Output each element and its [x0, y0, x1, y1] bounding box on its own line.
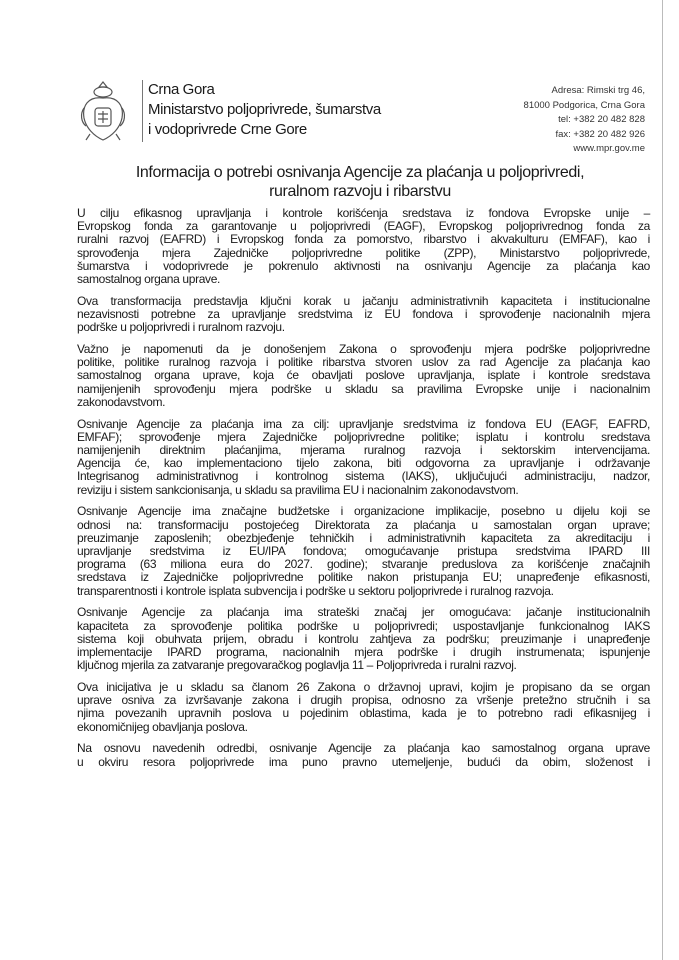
title-line: Informacija o potrebi osnivanja Agencije za plaćanja u poljoprivredi, [135, 164, 585, 181]
website-link[interactable]: www.mpr.gov.me [573, 143, 645, 154]
header-divider [142, 80, 143, 142]
text-line: samostalnog organa uprave, koja će obavljati poslove upravljanja, isplate i kontrole sredstava [77, 368, 650, 383]
text-line: Evropskog fonda za garantovanje u poljoprivredi (EAGF), Evropskog poljoprivrednog fonda za [77, 219, 650, 234]
paragraph [77, 295, 650, 335]
text-line: EMFAF); sprovođenje mjera Zajedničke poljoprivredne politike; isplatu i kontrolu sredstava [77, 429, 650, 444]
text-line: nezavisnosti potrebne za upravljanje sredstvima iz EU fondova i sprovođenje nacionalnih mjera [77, 307, 650, 322]
ministry-line-2: i vodoprivrede Crne Gore [148, 121, 307, 138]
paragraph [77, 742, 650, 768]
text-line: sprovođenja mjera Zajedničke poljoprivredne politike (ZPP), Ministarstvo poljoprivrede, [77, 245, 650, 260]
text-line: implementacije IPARD programa, nacionalnih mjera podrške i drugih instrumenata; ispunjenje [77, 645, 650, 660]
text-line: kapaciteta za sprovođenje politika podrške u poljoprivredi; uspostavljanje funkcionalnog IAKS [77, 618, 650, 633]
fax: fax: +382 20 482 926 [555, 128, 645, 140]
paragraph [77, 343, 650, 409]
text-line: ključnog mjerila za zatvaranje pregovaračkog poglavlja 11 – Poljoprivreda i ruralni razvoj. [77, 658, 517, 673]
paragraph [77, 207, 650, 286]
address-city: 81000 Podgorica, Crna Gora [523, 99, 645, 111]
paragraph [77, 418, 650, 497]
text-line: šumarstva i vodoprivrede je pokrenulo aktivnosti na osnivanju Agencije za plaćanja kao [77, 258, 650, 273]
text-line: zakonodavstvom. [77, 394, 166, 409]
paragraph [77, 681, 650, 734]
text-line: reviziju i sistem sankcionisanja, u skladu sa pravilima EU i nacionalnim zakonodavstvom. [77, 482, 519, 497]
text-line: uprave osniva za izvršavanje zakona i drugih propisa, odnosno za vršenje pretežno stručnih i sa [77, 693, 650, 708]
address-street: Adresa: Rimski trg 46, [551, 85, 645, 96]
document-title [60, 163, 660, 201]
text-line: Ova inicijativa je u skladu sa članom 26 Zakona o državnoj upravi, kojim je propisano da se organ [77, 680, 650, 695]
text-line: transparentnosti i kontrole isplata subvencija i podrške u sektoru poljoprivrede i ruralnog razvoja. [77, 583, 554, 598]
text-line: preuzimanje zaposlenih; obezbjeđenje tehničkih i administrativnih kapaciteta za akreditaciju i [77, 530, 650, 545]
text-line: u okviru resora poljoprivrede ima puno pravno utemeljenje, budući da obim, složenost i [77, 754, 650, 769]
text-line: Integrisanog administrativnog i kontrolnog sistema (IAKS), uključujući administraciju, nadzor, [77, 469, 650, 484]
text-line: ruralni razvoj (EAFRD) i Evropskog fonda za pomorstvo, ribarstvo i akvakulturu (EMFAF), kao i [77, 232, 650, 247]
text-line: Agencija će, kao implementaciono tijelo zakona, biti odgovorna za upravljanje i održavanje [77, 456, 650, 471]
text-line: ekonomičnijeg obavljanja poslova. [77, 719, 248, 734]
text-line: njima povezanih upravnih poslova u pojedinim oblastima, kada je to potrebno radi efikasnijeg i [77, 706, 650, 721]
text-line: Osnivanje Agencije za plaćanja ima za cilj: upravljanje sredstvima iz fondova EU (EAGF, EAFRD, [77, 416, 650, 431]
text-line: namijenjenih direktnim plaćanjima, mjerama ruralnog razvoja i sektorskim intervencijama. [77, 443, 650, 458]
text-line: sredstava iz Zajedničke poljoprivredne politike nakon pristupanja EU; unapređenje efikasnosti, [77, 570, 650, 585]
paragraph [77, 505, 650, 597]
text-line: podrške u poljoprivredi i ruralnom razvoju. [77, 320, 285, 335]
text-line: upravljanje sredstvima iz EU/IPA fondova; omogućavanje pristupa sredstvima IPARD III [77, 544, 650, 559]
country-name: Crna Gora [148, 81, 215, 98]
text-line: U cilju efikasnog upravljanja i kontrole korišćenja sredstava iz fondova Evropske unije – [77, 206, 650, 220]
title-line: ruralnom razvoju i ribarstvu [269, 183, 451, 200]
phone: tel: +382 20 482 828 [558, 114, 645, 125]
document-body [77, 207, 650, 777]
text-line: politike, politike ruralnog razvoja i politike ribarstva stvoren uslov za rad Agencije za plaćanja kao [77, 355, 650, 370]
paragraph [77, 606, 650, 672]
text-line: namijenjenih sprovođenju mjera podrške u skladu sa pravilima Evropske unije i nacionalnim [77, 381, 650, 396]
text-line: odnosi na: transformaciju postojećeg Direktorata za plaćanja u samostalan organ uprave; [77, 517, 650, 532]
text-line: Osnivanje Agencije za plaćanja ima strateški značaj jer omogućava: jačanje institucionalnih [77, 605, 650, 620]
contact-address [524, 84, 645, 157]
text-line: Na osnovu navedenih odredbi, osnivanje Agencije za plaćanja kao samostalnog organa uprave [77, 741, 650, 756]
text-line: Osnivanje Agencije ima značajne budžetske i organizacione implikacije, posebno u dijelu koji se [77, 504, 650, 519]
text-line: Važno je napomenuti da je donošenjem Zakona o sprovođenju mjera podrške poljoprivredne [77, 342, 650, 357]
text-line: samostalnog organa uprave. [77, 272, 220, 287]
scan-edge [662, 0, 663, 960]
text-line: sistema koji obuhvata prijem, obradu i kontrolu zahtjeva za podršku; preuzimanje i unapređenje [77, 631, 650, 646]
ministry-line-1: Ministarstvo poljoprivrede, šumarstva [148, 101, 381, 118]
ministry-name [148, 80, 381, 140]
text-line: Ova transformacija predstavlja ključni korak u jačanju administrativnih kapaciteta i institucionalne [77, 293, 650, 308]
text-line: programa (63 miliona eura do 2027. godine); stvaranje preduslova za korišćenje značajnih [77, 557, 650, 572]
coat-of-arms-logo [78, 78, 128, 144]
